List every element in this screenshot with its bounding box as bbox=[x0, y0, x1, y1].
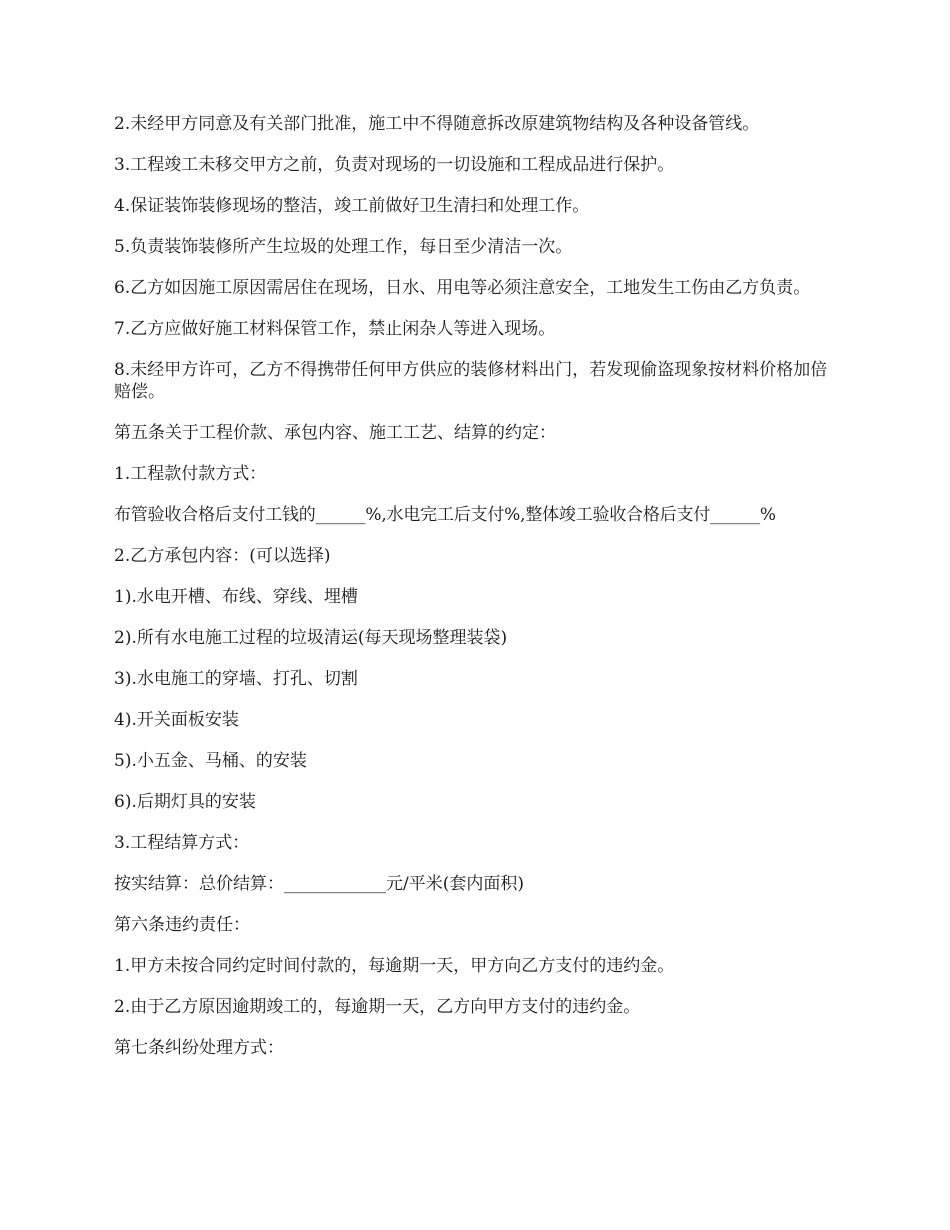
breach-clause-2: 2.由于乙方原因逾期竣工的，每逾期一天，乙方向甲方支付的违约金。 bbox=[114, 997, 641, 1017]
clause-7-material-custody: 7.乙方应做好施工材料保管工作，禁止闲杂人等进入现场。 bbox=[114, 319, 556, 339]
contract-scope-heading: 2.乙方承包内容：(可以选择) bbox=[114, 546, 331, 566]
payment-method-heading: 1.工程款付款方式： bbox=[114, 464, 267, 484]
article-6-heading: 第六条违约责任： bbox=[114, 915, 250, 935]
breach-clause-1: 1.甲方未按合同约定时间付款的，每逾期一天，甲方向乙方支付的违约金。 bbox=[114, 956, 675, 976]
scope-item-3: 3).水电施工的穿墙、打孔、切割 bbox=[114, 669, 358, 689]
settlement-terms-line: 按实结算：总价结算：____________元/平米(套内面积) bbox=[114, 874, 524, 894]
clause-2-no-structural-changes: 2.未经甲方同意及有关部门批准，施工中不得随意拆改原建筑物结构及各种设备管线。 bbox=[114, 114, 760, 134]
clause-6-onsite-safety: 6.乙方如因施工原因需居住在现场，日水、用电等必须注意安全，工地发生工伤由乙方负责。 bbox=[114, 278, 811, 298]
scope-item-1: 1).水电开槽、布线、穿线、埋槽 bbox=[114, 587, 358, 607]
document-body bbox=[114, 113, 844, 1078]
payment-terms-line: 布管验收合格后支付工钱的______%,水电完工后支付%,整体竣工验收合格后支付______% bbox=[114, 505, 776, 525]
clause-4-site-cleanliness: 4.保证装饰装修现场的整洁，竣工前做好卫生清扫和处理工作。 bbox=[114, 196, 590, 216]
clause-8-no-material-removal: 8.未经甲方许可，乙方不得携带任何甲方供应的装修材料出门，若发现偷盗现象按材料价格加倍赔偿。 bbox=[114, 360, 828, 402]
scope-item-6: 6).后期灯具的安装 bbox=[114, 792, 256, 812]
clause-3-protect-site: 3.工程竣工未移交甲方之前，负责对现场的一切设施和工程成品进行保护。 bbox=[114, 155, 675, 175]
scope-item-4: 4).开关面板安装 bbox=[114, 710, 239, 730]
settlement-method-heading: 3.工程结算方式： bbox=[114, 833, 250, 853]
article-5-heading: 第五条关于工程价款、承包内容、施工工艺、结算的约定： bbox=[114, 423, 556, 443]
scope-item-5: 5).小五金、马桶、的安装 bbox=[114, 751, 307, 771]
article-7-heading: 第七条纠纷处理方式： bbox=[114, 1038, 284, 1058]
scope-item-2: 2).所有水电施工过程的垃圾清运(每天现场整理装袋) bbox=[114, 628, 508, 648]
clause-5-waste-handling: 5.负责装饰装修所产生垃圾的处理工作，每日至少清洁一次。 bbox=[114, 237, 573, 257]
